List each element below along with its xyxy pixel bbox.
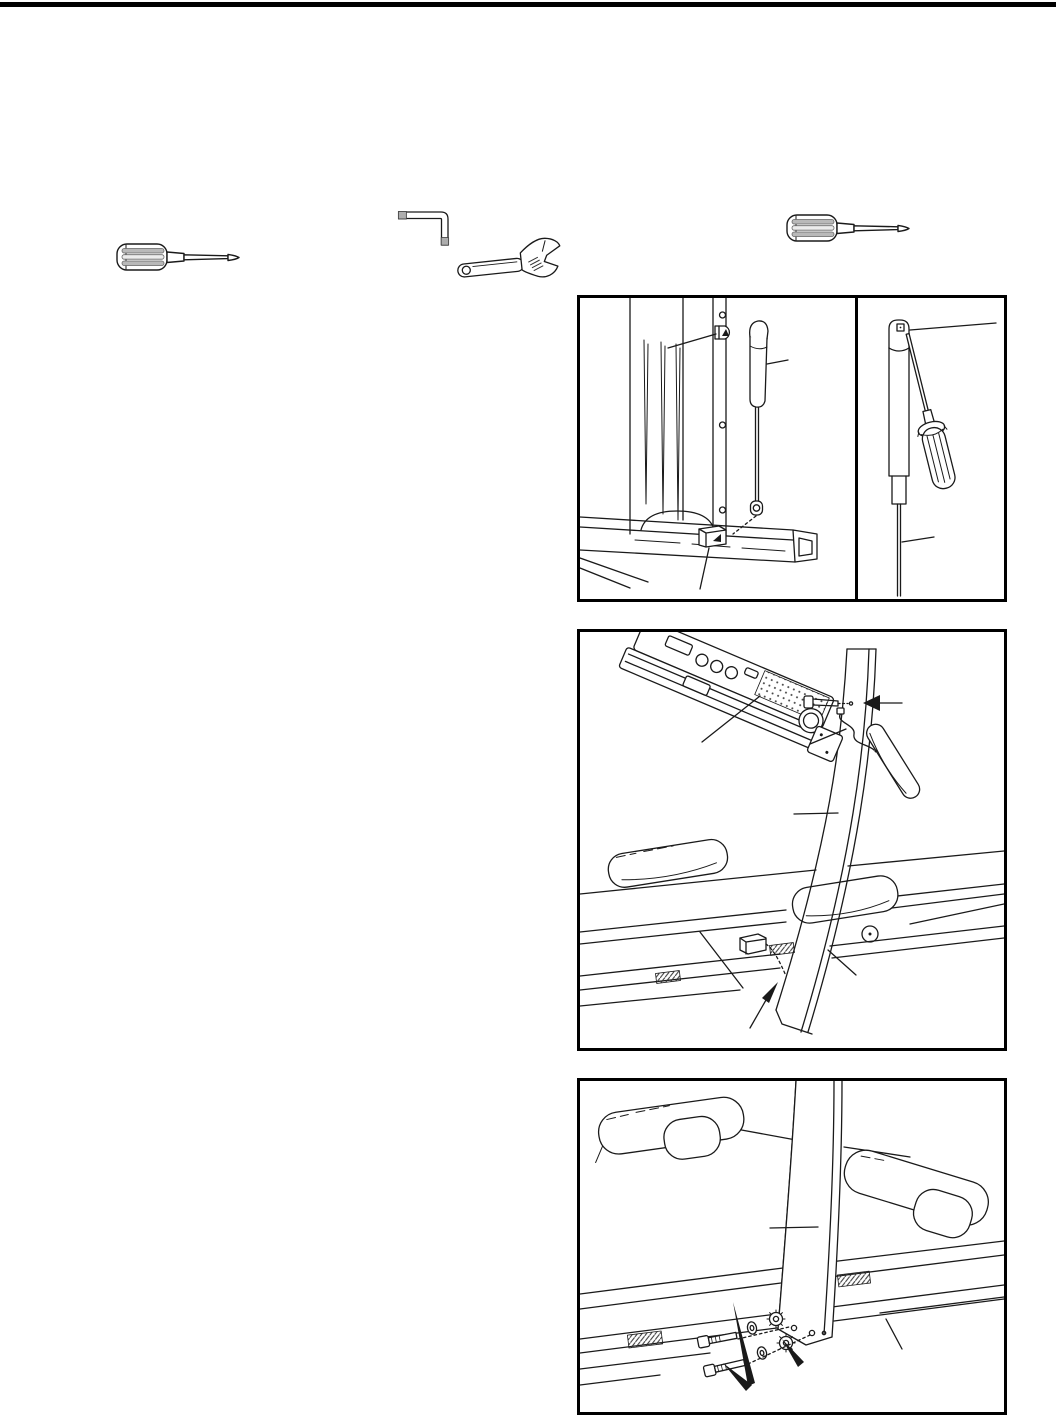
- allen-wrench-icon: [396, 206, 456, 248]
- page-top-rule: [0, 2, 1056, 7]
- phillips-screwdriver-icon: [116, 241, 242, 275]
- shock-attachment-drawing: [580, 298, 855, 599]
- figure-shock-attachment-panel: [577, 295, 1007, 602]
- phillips-screwdriver-icon: [786, 212, 912, 246]
- upright-base-bolts-drawing: [580, 1081, 1004, 1412]
- console-upright-drawing: [580, 632, 1004, 1048]
- shock-screwdriver-detail-drawing: [858, 298, 1004, 599]
- adjustable-wrench-icon: [455, 235, 567, 285]
- figure-console-upright-panel: [577, 629, 1007, 1051]
- figure-upright-base-bolts-panel: [577, 1078, 1007, 1415]
